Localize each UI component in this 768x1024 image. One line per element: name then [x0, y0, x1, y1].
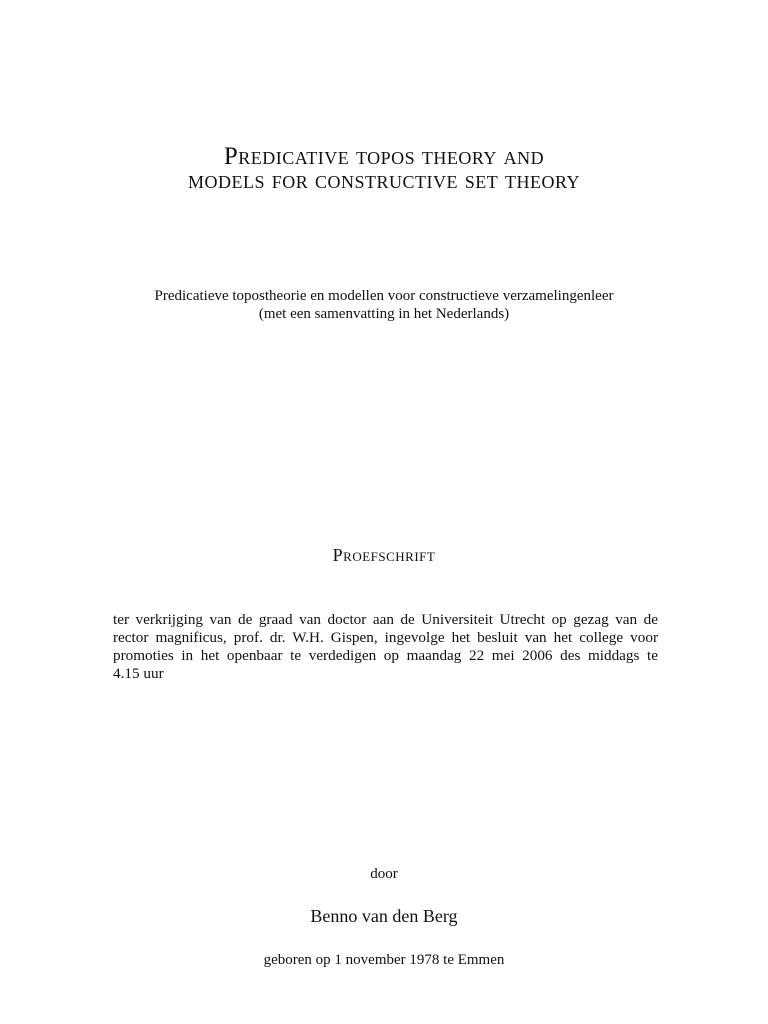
- degree-statement-line-4: 4.15 uur: [113, 665, 164, 682]
- degree-statement-line-1: ter verkrijging van de graad van doctor aan de Universiteit Utrecht op gezag van de: [113, 611, 658, 628]
- dutch-subtitle-line-2: (met een samenvatting in het Nederlands): [258, 306, 510, 322]
- degree-statement-line-2: rector magnificus, prof. dr. W.H. Gispen, ingevolge het besluit van het college voor: [113, 629, 658, 646]
- thesis-title-line-2: models for constructive set theory: [187, 167, 581, 194]
- dutch-subtitle: [0, 287, 768, 323]
- degree-statement-line-3: promoties in het openbaar te verdedigen op maandag 22 mei 2006 des middags te: [113, 647, 658, 664]
- degree-statement: [113, 611, 658, 683]
- thesis-title: [0, 145, 768, 193]
- author-name: Benno van den Berg: [310, 906, 458, 926]
- dutch-subtitle-line-1: Predicatieve topostheorie en modellen voor constructieve verzamelingenleer: [154, 288, 614, 304]
- door-label: door: [370, 866, 398, 882]
- thesis-title-line-1: Predicative topos theory and: [223, 143, 545, 170]
- birth-statement: geboren op 1 november 1978 te Emmen: [263, 952, 505, 968]
- proefschrift-heading: Proefschrift: [332, 545, 436, 565]
